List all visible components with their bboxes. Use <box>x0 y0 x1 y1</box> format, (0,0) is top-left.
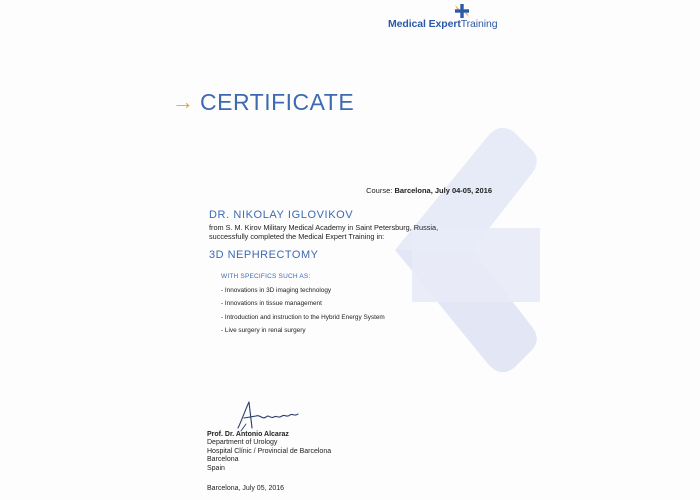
recipient-line-2: successfully completed the Medical Expert Training in: <box>209 232 385 242</box>
recipient-description <box>209 223 438 241</box>
course-line <box>330 186 492 195</box>
issue-date: Barcelona, July 05, 2016 <box>207 485 285 492</box>
training-subject: 3D NEPHRECTOMY <box>209 249 319 261</box>
title-arrow-icon: → <box>172 89 194 114</box>
list-item: - Innovations in 3D imaging technology <box>221 287 332 294</box>
recipient-name: DR. NIKOLAY IGLOVIKOV <box>209 209 354 221</box>
logo-cross-icon <box>454 4 470 18</box>
title-text: CERTIFICATE <box>200 88 355 115</box>
signer-block <box>207 431 331 473</box>
list-item: - Innovations in tissue management <box>221 300 322 308</box>
logo-brand-text: Medical Expert <box>388 18 461 30</box>
signer-city: Barcelona <box>207 456 239 464</box>
specifics-heading: WITH SPECIFICS SUCH AS: <box>221 273 311 280</box>
medical-expert-training-logo <box>388 4 498 28</box>
certificate-title <box>172 89 354 115</box>
handwritten-signature <box>232 398 302 432</box>
course-label: Course: <box>366 186 395 195</box>
signer-country: Spain <box>207 464 225 472</box>
recipient-line-1: from S. M. Kirov Military Medical Academy in Saint Petersburg, Russia, <box>209 223 439 232</box>
signer-department: Department of Urology <box>207 439 278 447</box>
specifics-list <box>221 286 385 339</box>
signer-hospital: Hospital Clínic / Provincial de Barcelona <box>207 447 332 455</box>
logo-wordmark <box>388 18 497 30</box>
course-value: Barcelona, July 04-05, 2016 <box>394 186 492 195</box>
list-item: - Live surgery in renal surgery <box>221 326 306 334</box>
signer-name: Prof. Dr. Antonio Alcaraz <box>207 431 289 438</box>
list-item: - Introduction and instruction to the Hybrid Energy System <box>221 313 385 321</box>
logo-brand-light-text: Training <box>460 18 498 30</box>
